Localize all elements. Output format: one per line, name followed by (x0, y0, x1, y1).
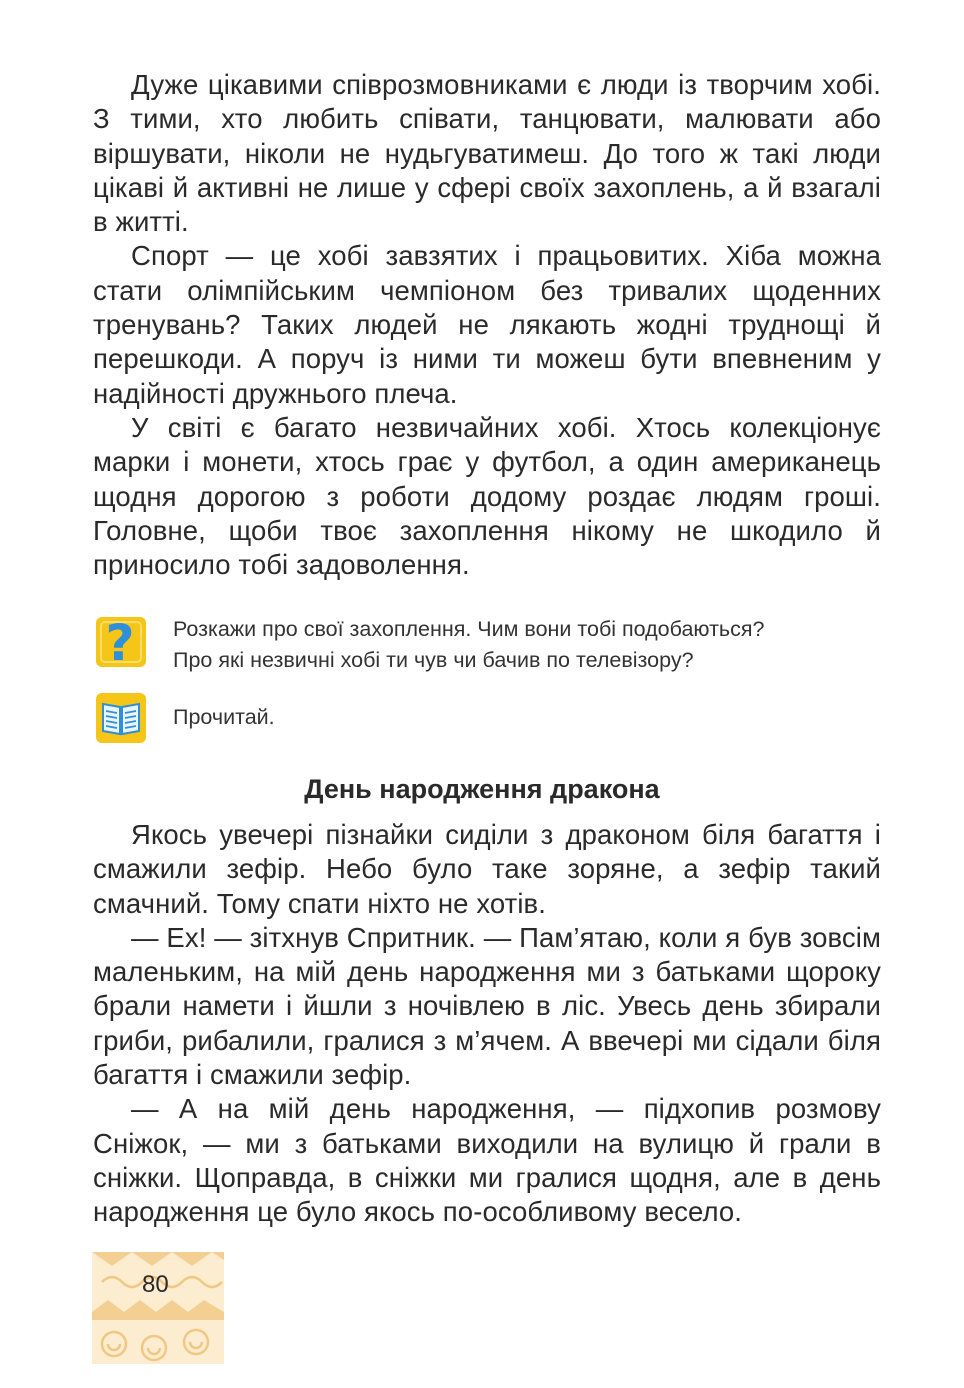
story-paragraph-2: — Ех! — зітхнув Спритник. — Пам’ятаю, коли я був зовсім маленьким, на мій день народження ми з батьками щороку брали намети і йшли з ночівлею в ліс. Увесь день збирали гриби, рибалили, гралися з м’ячем. А ввечері ми сідали біля багаття і смажили зефір. (93, 921, 881, 1091)
paragraph-creative-hobby: Дуже цікавими співрозмовниками є люди із творчим хобі. З тими, хто любить співати, танцювати, малювати або віршувати, ніколи не нудьгуватимеш. До того ж такі люди цікаві й активні не лише у сфері своїх захоплень, а й взагалі в житті. (93, 69, 881, 238)
page-number: 80 (142, 1271, 169, 1298)
task-question-text (173, 614, 764, 676)
page-corner-ornament (92, 1252, 224, 1364)
question-mark-icon (93, 614, 149, 670)
story-text (93, 818, 881, 1230)
task-read (93, 690, 893, 746)
task-question-line1: Розкажи про свої захоплення. Чим вони тобі подобаються? (173, 617, 765, 641)
story-title: День народження дракона (304, 774, 660, 804)
paragraph-unusual-hobby: У світі є багато незвичайних хобі. Хтось колекціонує марки і монети, хтось грає у футбол, а один американець щодня дорогою з роботи додому роздає людям гроші. Головне, щоби твоє захоплення нікому не шкодило й приносило тобі задоволення. (93, 411, 881, 581)
story-paragraph-1: Якось увечері пізнайки сиділи з драконом біля багаття і смажили зефір. Небо було таке зоряне, а зефір такий смачний. Тому спати ніхто не хотів. (93, 819, 881, 919)
story-paragraph-3: — А на мій день народження, — підхопив розмову Сніжок, — ми з батьками виходили на вулицю й грали в сніжки. Щоправда, в сніжки ми гралися щодня, але в день народження це було якось по-особливому весело. (93, 1093, 881, 1228)
task-question-line2: Про які незвичні хобі ти чув чи бачив по телевізору? (173, 648, 694, 672)
open-book-icon (93, 690, 149, 746)
task-question (93, 614, 893, 676)
intro-text (93, 68, 881, 582)
task-read-text: Прочитай. (173, 705, 275, 729)
svg-text:?: ? (105, 614, 135, 670)
paragraph-sport-hobby: Спорт — це хобі завзятих і працьовитих. Хіба можна стати олімпійським чемпіоном без тривалих щоденних тренувань? Таких людей не лякають жодні труднощі й перешкоди. А поруч із ними ти можеш бути впевненим у надійності дружнього плеча. (93, 240, 881, 409)
